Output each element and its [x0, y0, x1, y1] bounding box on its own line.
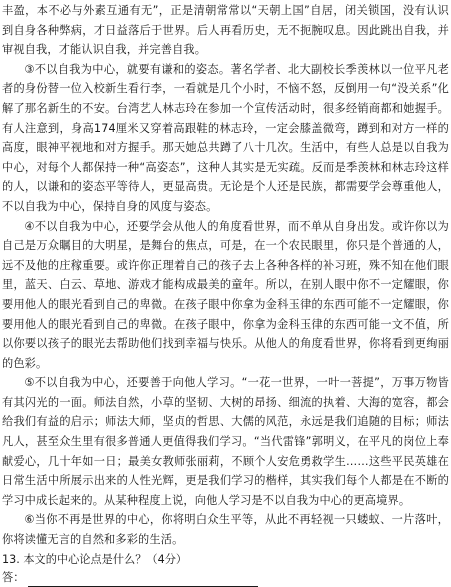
paragraph-6: ⑥当你不再是世界的中心，你将明白众生平等，从此不再轻视一只蝼蚁、一片落叶，你将读懂无言的自然和多彩的生活。	[2, 513, 449, 547]
paragraph-3: ③不以自我为中心，就要有谦和的姿态。著名学者、北大副校长季羡林以一位平凡老者的身份替一位入校新生看行李，一看就是几个小时，不恼不怒，反倒用一句“没关系”化解了那名新生的不安。台湾艺人林志玲在参加一个宣传活动时，很多经销商都和她握手。有人注意到，身高174厘米又穿着高跟鞋的林志玲，一定会膝盖微弯，蹲到和对方一样的高度，眼神平视地和对方握手。那天她总共蹲了八十几次。生活中，有些人总是以自我为中心，对每个人都保持一种“高姿态”，这种人其实是无实疏。反而是季羡林和林志玲这样的人，以谦和的姿态平等待人，更显高贵。无论是个人还是民族，都需要学会尊重他人，不以自我为中心，保持自身的风度与姿态。	[2, 62, 449, 213]
answer-blank-line[interactable]	[28, 573, 258, 587]
paragraph-5: ⑤不以自我为中心，还要善于向他人学习。“一花一世界，一叶一菩提”，万事万物皆有其闪光的一面。师法自然，小草的坚韧、大树的昂扬、细流的执着、大海的宽容，都会给我们有益的启示；师法大师，坚贞的哲思、大儒的风范，永远是我们追随的目标；师法凡人，甚至众生里有很多普通人更值得我们学习。“当代雷锋”郭明义，在平凡的岗位上奉献爱心，几十年如一日；最美女教师张丽莉，不顾个人安危勇救学生……这些平民英雄在日常生活中所展示出来的人性光辉，更是我们学习的楷样，其实我们每个人都是在不断的学习中成长起来的。从某种程度上说，向他人学习是不以自我为中心的更高境界。	[2, 376, 449, 507]
paragraph-4: ④不以自我为中心，还要学会从他人的角度看世界，而不单从自身出发。或许你以为自己是万众瞩目的大明星，是舞台的焦点，可是，在一个农民眼里，你只是个普通的人，远不及他的庄稼重要。或许你正理着自己的孩子去上各种各样的补习班，殊不知在他们眼里，蓝天、白云、草地、游戏才能构成最美的童年。所以，在别人眼中你不一定耀眼，你要用他人的眼光看到自己的卑微。在孩子眼中你拿为金科玉律的东西可能不一定耀眼，你要用他人的眼光看到自己的卑微。在孩子眼中，你拿为金科玉律的东西可能一文不值，所以你要以孩子的眼光去帮助他们找到幸福与快乐。从他人的角度看世界，你将看到更绚丽的色彩。	[2, 219, 449, 370]
reading-passage	[2, 1, 449, 587]
paragraph-2-tail: 丰盈，本不必与外素互通有无”，正是清朝常常以“天朝上国”自居，闭关锁国，没有认识到自身各种弊病，才日益落后于世界。后人再看历史，无不扼腕叹息。因此跳出自我，并审视自我，才能认识自我，并完善自我。	[2, 4, 449, 57]
question-13: 13. 本文的中心论点是什么？（4分）	[2, 552, 188, 566]
answer-area	[2, 569, 449, 587]
answer-label: 答：	[2, 571, 25, 585]
